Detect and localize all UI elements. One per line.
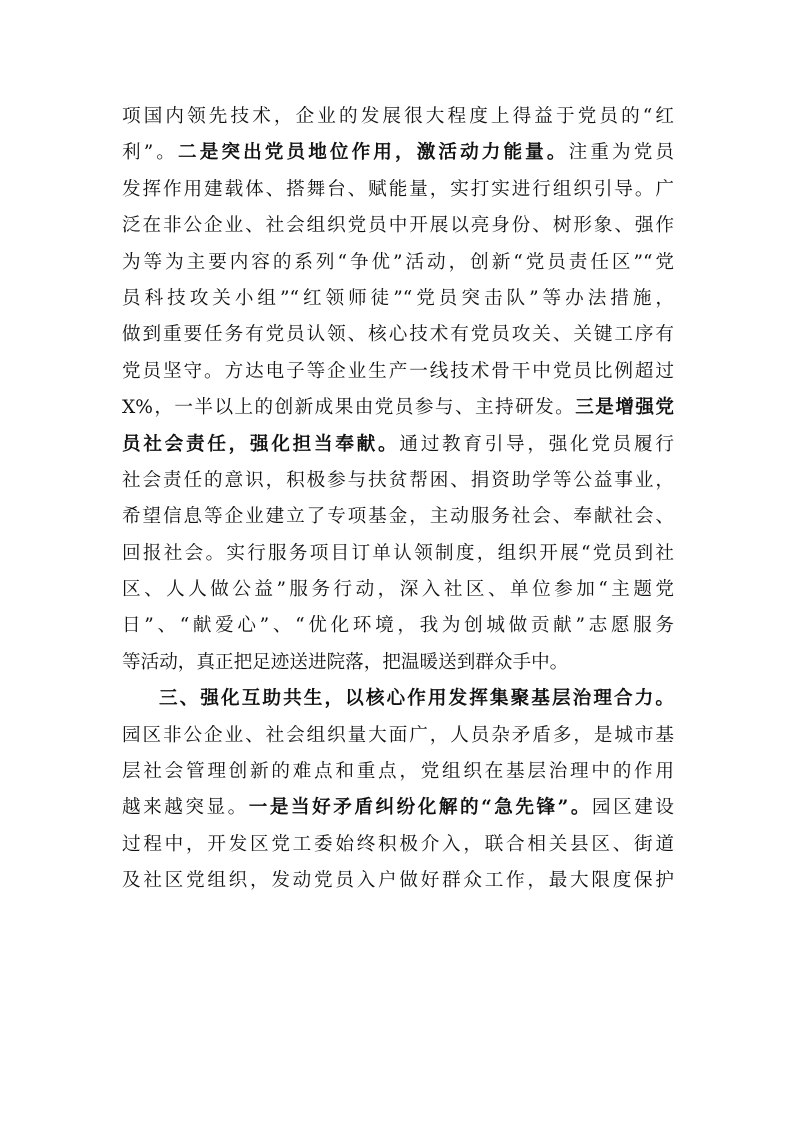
text-line: 项国内领先技术，企业的发展很大程度上得益于党员的“红: [122, 106, 674, 127]
section-heading: 三、强化互助共生，以核心作用发挥集聚基层治理合力。: [159, 688, 674, 710]
text-run: 越来越突显。: [122, 797, 249, 819]
text-line: 做到重要任务有党员认领、核心技术有党员攻关、关键工序有: [122, 324, 674, 346]
text-line: 泛在非公企业、社会组织党员中开展以亮身份、树形象、强作: [122, 215, 674, 237]
paragraph-party-members: [122, 99, 674, 681]
text-line: 及社区党组织，发动党员入户做好群众工作，最大限度保护: [122, 870, 674, 892]
bold-subheading: 三是增强党: [575, 397, 674, 419]
document-page: [122, 99, 674, 900]
text-line: 过程中，开发区党工委始终积极介入，联合相关县区、街道: [122, 833, 674, 855]
text-line: 日”、“献爱心”、“优化环境，我为创城做贡献”志愿服务: [122, 615, 674, 637]
text-run: 通过教育引导，强化党员履行: [399, 433, 674, 455]
text-run: X%，一半以上的创新成果由党员参与、主持研发。: [122, 397, 576, 419]
text-line: [122, 390, 674, 426]
text-line: 员科技攻关小组”“红领师徒”“党员突击队”等办法措施，: [122, 287, 674, 309]
text-line: 回报社会。实行服务项目订单认领制度，组织开展“党员到社: [122, 542, 674, 564]
paragraph-section-three: [122, 681, 674, 899]
text-line: 发挥作用建载体、搭舞台、赋能量，实打实进行组织引导。广: [122, 178, 674, 200]
text-line: [122, 790, 674, 826]
text-line: 为等为主要内容的系列“争优”活动，创新“党员责任区”“党: [122, 251, 674, 273]
text-line: [122, 427, 674, 463]
text-run: 注重为党员: [568, 142, 674, 164]
text-line: 党员坚守。方达电子等企业生产一线技术骨干中党员比例超过: [122, 360, 674, 382]
text-line: 社会责任的意识，积极参与扶贫帮困、捐资助学等公益事业，: [122, 469, 674, 491]
text-line: 希望信息等企业建立了专项基金，主动服务社会、奉献社会、: [122, 506, 674, 528]
bold-subheading: 员社会责任，强化担当奉献。: [122, 433, 400, 455]
text-run: 利”。: [122, 142, 179, 164]
text-line: 区、人人做公益”服务行动，深入社区、单位参加“主题党: [122, 579, 674, 601]
text-line: 园区非公企业、社会组织量大面广，人员杂矛盾多，是城市基: [122, 724, 674, 746]
bold-subheading: 二是突出党员地位作用，激活动力能量。: [178, 142, 569, 164]
text-run: 园区建设: [592, 797, 674, 819]
text-line: [122, 135, 674, 171]
text-line: 层社会管理创新的难点和重点，党组织在基层治理中的作用: [122, 761, 674, 783]
text-line: 等活动，真正把足迹送进院落，把温暖送到群众手中。: [122, 651, 569, 673]
bold-subheading: 一是当好矛盾纠纷化解的“急先锋”。: [248, 797, 593, 819]
